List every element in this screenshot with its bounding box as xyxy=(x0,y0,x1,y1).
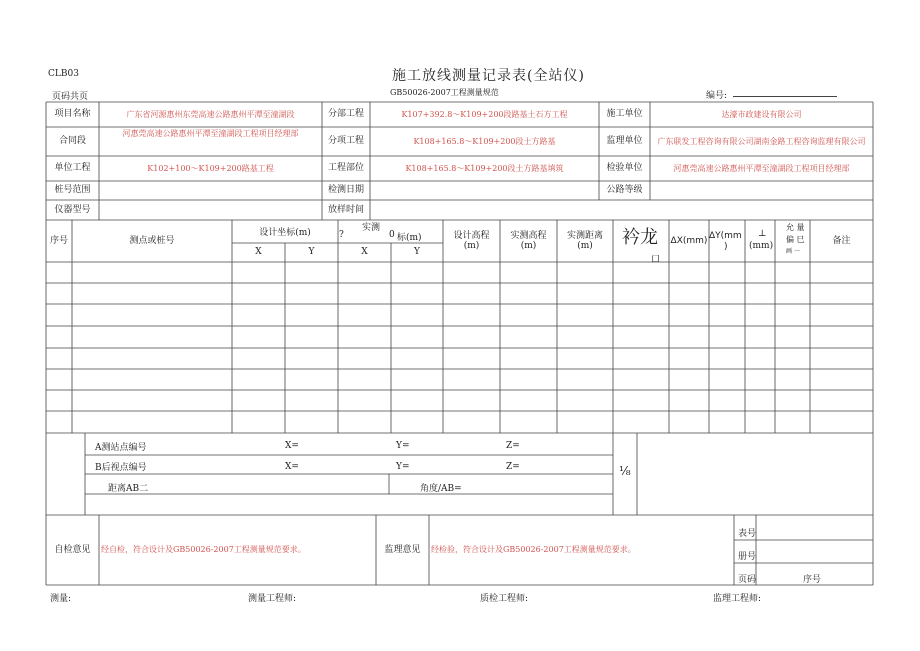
col-delta-y-b: ) xyxy=(724,242,728,252)
col-allow-b: 偏 巳 xyxy=(786,235,805,244)
col-delta-z-a: ⊥ xyxy=(758,229,767,239)
footer-sup-engineer: 监理工程师: xyxy=(713,594,762,604)
inspection-unit-value[interactable]: 河惠莞高速公路惠州平潭至潼湖段工程项目经理部 xyxy=(673,163,850,173)
col-garble-big: 衿龙 xyxy=(622,227,658,248)
station-a-y[interactable]: Y= xyxy=(396,441,410,451)
page-title: 施工放线测量记录表(全站仪) xyxy=(392,68,585,84)
station-a-z[interactable]: Z= xyxy=(506,441,520,451)
part-value[interactable]: K108+165.8～K109+200段土方路基填筑 xyxy=(405,163,564,173)
station-b-label: B后视点编号 xyxy=(95,463,147,473)
footer-engineer: 测量工程师: xyxy=(248,594,297,604)
station-range-field[interactable] xyxy=(99,181,322,200)
footer-qc: 质检工程师: xyxy=(480,594,529,604)
sub-project-label: 分部工程 xyxy=(327,109,364,120)
project-name-value[interactable]: 广东省河源惠州东莞高速公路惠州平潭至潼湖段 xyxy=(126,109,295,119)
supervision-text[interactable]: 经检验，符合设计及GB50026-2007工程测量规范要求。 xyxy=(431,545,636,555)
road-grade-label: 公路等级 xyxy=(606,185,643,196)
unit-project-label: 单位工程 xyxy=(54,163,91,174)
unit-project-value[interactable]: K102+100～K109+200路基工程 xyxy=(147,163,274,173)
inspection-unit-label: 检验单位 xyxy=(606,163,643,174)
col-design-elev: 设计高程(m) xyxy=(453,230,490,251)
number-label: 编号: xyxy=(706,91,728,101)
col-delta-y-a: ΔY(mm xyxy=(709,231,742,241)
page-label: 页码 xyxy=(738,575,757,585)
table-no-label: 表号 xyxy=(738,529,757,539)
col-measured-a: 实测 xyxy=(362,223,381,233)
self-check-label: 自检意见 xyxy=(54,544,91,555)
item-project-label: 分项工程 xyxy=(327,136,364,147)
form-code: CLB03 xyxy=(48,69,79,79)
col-seq: 序号 xyxy=(49,235,68,246)
self-check-text[interactable]: 经自检，符合设计及GB50026-2007工程测量规范要求。 xyxy=(101,545,306,555)
col-meas-dist: 实测距离(m) xyxy=(566,230,603,251)
contract-label: 合同段 xyxy=(58,136,86,147)
col-design-x: X xyxy=(255,247,262,258)
seq-label: 序号 xyxy=(803,575,822,585)
col-measured-mid: 0 xyxy=(389,230,395,240)
col-point: 测点或桩号 xyxy=(129,235,175,246)
book-no-label: 册号 xyxy=(738,552,757,562)
test-date-field[interactable] xyxy=(370,181,599,200)
layout-time-label: 放样时间 xyxy=(327,204,364,215)
station-b-x[interactable]: X= xyxy=(285,462,299,472)
instrument-label: 仪器型号 xyxy=(54,204,91,215)
test-date-label: 检测日期 xyxy=(327,185,364,196)
road-grade-field[interactable] xyxy=(650,181,873,200)
station-a-label: A测站点编号 xyxy=(95,443,147,453)
col-allow-a: 允 量 xyxy=(786,223,805,232)
item-project-value[interactable]: K108+165.8～K109+200段土方路基 xyxy=(413,136,556,146)
number-field[interactable] xyxy=(733,96,837,97)
project-name-label: 项目名称 xyxy=(54,109,91,120)
constructor-label: 施工单位 xyxy=(606,109,643,120)
col-remark: 备注 xyxy=(832,235,851,246)
col-meas-elev: 实测高程(m) xyxy=(510,230,547,251)
constructor-value[interactable]: 达濠市政建设有限公司 xyxy=(721,109,802,119)
station-a-x[interactable]: X= xyxy=(285,441,299,451)
col-design-coord: 设计坐标(m) xyxy=(259,228,311,239)
col-measured-b: 标(m) xyxy=(397,233,422,243)
supervision-label: 监理意见 xyxy=(384,544,421,555)
station-range-label: 桩号范围 xyxy=(54,185,91,196)
col-measured-y: Y xyxy=(414,247,420,258)
standard-reference: GB50026-2007工程测量规范 xyxy=(390,88,499,97)
col-garble-small: 口 xyxy=(651,255,661,265)
contract-value[interactable]: 河惠莞高速公路惠州平潭至潼湖段工程项目经理部 xyxy=(122,129,299,139)
layout-time-field[interactable] xyxy=(370,200,873,220)
part-label: 工程部位 xyxy=(327,163,364,174)
footer-measure: 测量: xyxy=(50,594,72,604)
supervisor-label: 监理单位 xyxy=(606,136,643,147)
col-measured-pre: ? xyxy=(339,230,344,240)
col-delta-z-b: (mm) xyxy=(749,241,774,251)
col-delta-x: ΔX(mm) xyxy=(670,235,708,246)
page-info: 页码共页 xyxy=(52,92,89,102)
col-design-y: Y xyxy=(308,247,315,258)
station-b-y[interactable]: Y= xyxy=(396,462,410,472)
station-b-z[interactable]: Z= xyxy=(506,462,520,472)
col-measured-x: X xyxy=(361,247,368,258)
col-allow-c: 画 一 xyxy=(786,248,800,255)
sub-project-value[interactable]: K107+392.8～K109+200段路基土石方工程 xyxy=(401,109,568,119)
instrument-field[interactable] xyxy=(99,200,322,220)
angle-ab-label[interactable]: 角度/AB= xyxy=(420,484,462,494)
supervisor-value[interactable]: 广东联发工程咨询有限公司湖南金路工程咨询监理有限公司 xyxy=(657,136,866,146)
side-mark: ⅛ xyxy=(619,464,631,478)
distance-ab-label[interactable]: 距离AB二 xyxy=(108,484,149,494)
